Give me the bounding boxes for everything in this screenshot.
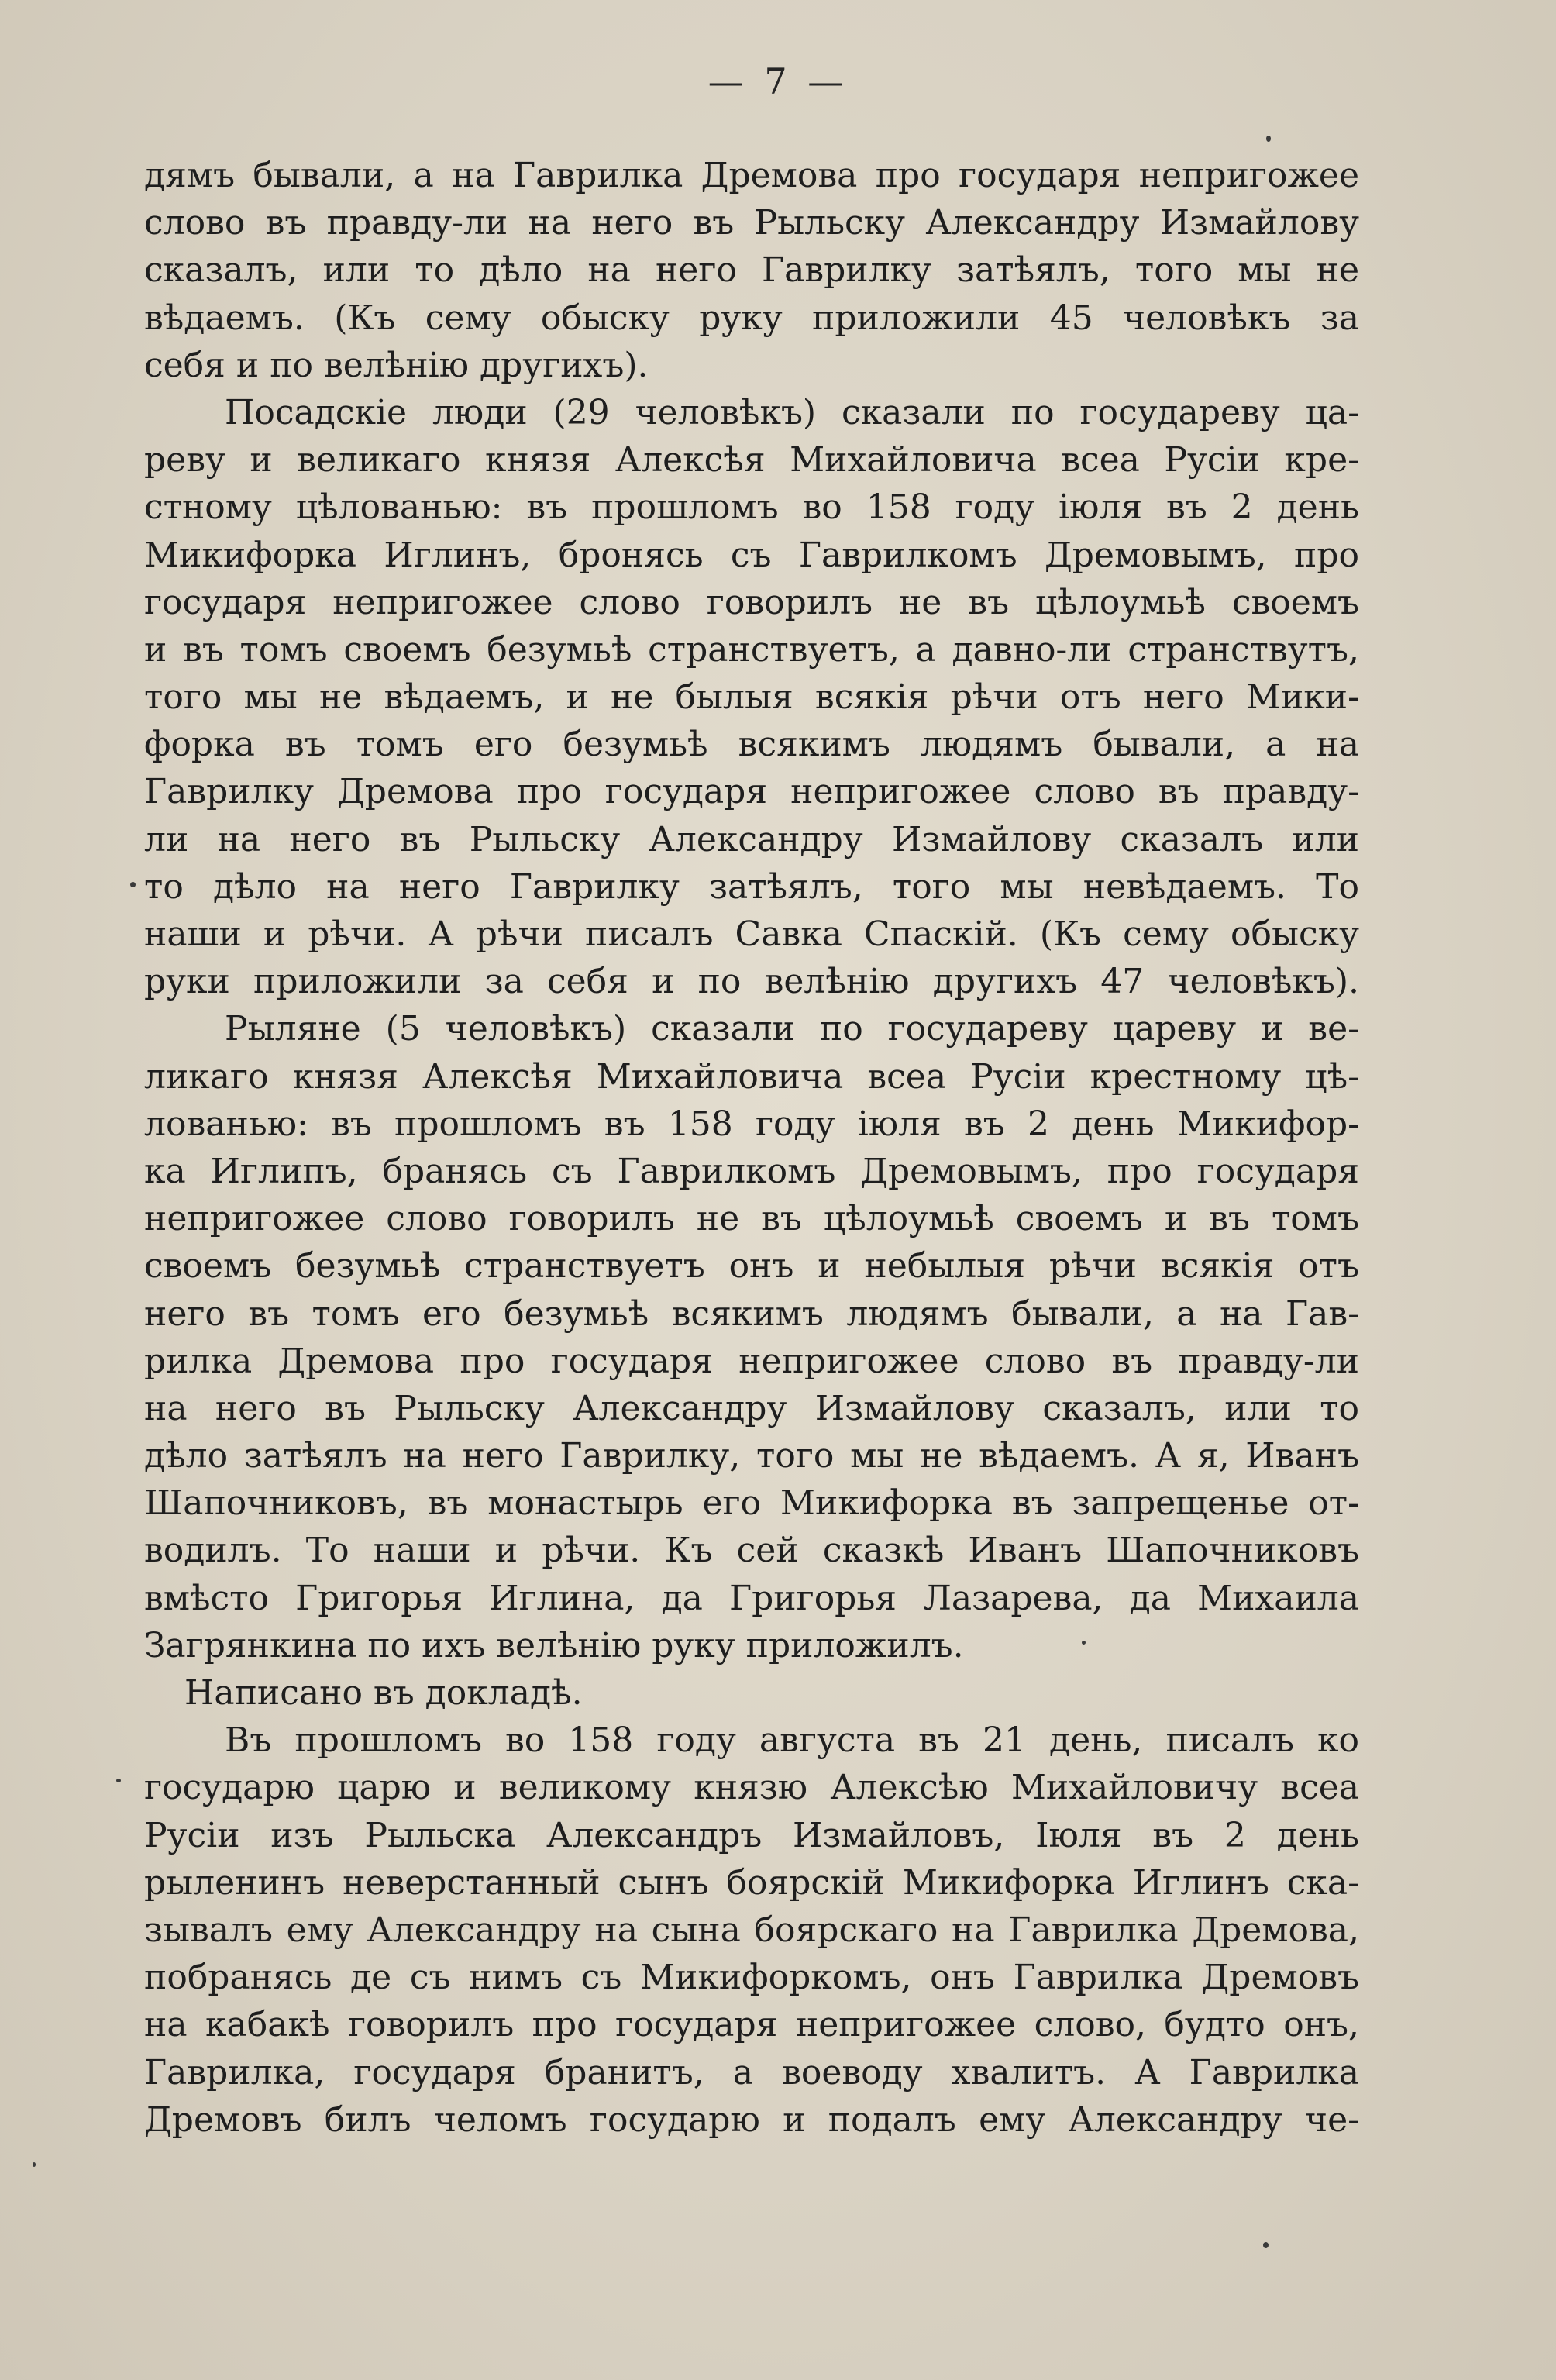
text-line: Рыляне (5 человѣкъ) сказали по государеву цареву и ве- <box>225 1009 1359 1049</box>
text-line: вмѣсто Григорья Иглина, да Григорья Лазарева, да Михаила <box>144 1578 1359 1618</box>
text-line: сказалъ, или то дѣло на него Гаврилку затѣялъ, того мы не <box>144 250 1359 291</box>
text-line: форка въ томъ его безумьѣ всякимъ людямъ бывали, а на <box>144 725 1359 765</box>
text-line: дямъ бывали, а на Гаврилка Дремова про государя непригожее <box>144 156 1359 195</box>
ink-speck <box>116 1779 121 1782</box>
ink-speck <box>1266 136 1271 142</box>
text-line: ликаго князя Алексѣя Михайловича всеа Русіи крестному цѣ- <box>144 1056 1359 1097</box>
ink-speck <box>1263 2242 1269 2248</box>
text-line: на кабакѣ говорилъ про государя непригожее слово, будто онъ, <box>144 2005 1359 2045</box>
text-line: своемъ безумьѣ странствуетъ онъ и небылыя рѣчи всякія отъ <box>144 1246 1359 1286</box>
text-line: Посадскіе люди (29 человѣкъ) сказали по государеву ца- <box>225 392 1359 432</box>
text-line: реву и великаго князя Алексѣя Михайловича всеа Русіи кре- <box>144 440 1359 480</box>
text-line: Загрянкина по ихъ велѣнію руку приложилъ. <box>144 1625 964 1665</box>
text-line: и въ томъ своемъ безумьѣ странствуетъ, а давно-ли странствутъ, <box>144 629 1359 670</box>
text-line: Гаврилка, государя бранитъ, а воеводу хвалитъ. А Гаврилка <box>144 2052 1359 2092</box>
ink-speck <box>130 882 136 887</box>
text-line: дѣло затѣялъ на него Гаврилку, того мы не вѣдаемъ. А я, Иванъ <box>144 1436 1359 1476</box>
text-line: Дремовъ билъ челомъ государю и подалъ ему Александру че- <box>144 2099 1359 2140</box>
text-line: рыленинъ неверстанный сынъ боярскій Микифорка Иглинъ ска- <box>144 1862 1359 1903</box>
ink-speck <box>1082 1641 1086 1645</box>
text-line: ли на него въ Рыльску Александру Измайлову сказалъ или <box>144 819 1359 859</box>
text-line: стному цѣлованью: въ прошломъ во 158 году іюля въ 2 день <box>144 487 1359 528</box>
text-line: зывалъ ему Александру на сына боярскаго на Гаврилка Дремова, <box>144 1910 1359 1950</box>
text-line: ка Иглипъ, бранясь съ Гаврилкомъ Дремовымъ, про государя <box>144 1151 1359 1191</box>
text-line: него въ томъ его безумьѣ всякимъ людямъ бывали, а на Гав- <box>144 1293 1359 1334</box>
text-line: то дѣло на него Гаврилку затѣялъ, того мы невѣдаемъ. То <box>144 866 1359 907</box>
text-line: водилъ. То наши и рѣчи. Къ сей сказкѣ Иванъ Шапочниковъ <box>144 1531 1359 1571</box>
text-line: себя и по велѣнію другихъ). <box>144 345 649 385</box>
text-line: Гаврилку Дремова про государя непригожее слово въ правду- <box>144 772 1359 812</box>
text-line: слово въ правду-ли на него въ Рыльску Александру Измайлову <box>144 203 1359 243</box>
text-line: Русіи изъ Рыльска Александръ Измайловъ, Іюля въ 2 день <box>144 1815 1359 1855</box>
text-line: руки приложили за себя и по велѣнію другихъ 47 человѣкъ). <box>144 962 1359 1002</box>
page-number: — 7 — <box>707 60 849 102</box>
text-line: побранясь де съ нимъ съ Микифоркомъ, онъ Гаврилка Дремовъ <box>144 1958 1359 1998</box>
text-line: наши и рѣчи. А рѣчи писалъ Савка Спаскій. (Къ сему обыску <box>144 914 1359 954</box>
text-line: рилка Дремова про государя непригожее слово въ правду-ли <box>144 1341 1359 1381</box>
text-line: Микифорка Иглинъ, бронясь съ Гаврилкомъ Дремовымъ, про <box>144 535 1359 575</box>
text-line: на него въ Рыльску Александру Измайлову сказалъ, или то <box>144 1388 1359 1428</box>
text-line: вѣдаемъ. (Къ сему обыску руку приложили 45 человѣкъ за <box>144 298 1359 338</box>
text-line: непригожее слово говорилъ не въ цѣлоумьѣ своемъ и въ томъ <box>144 1199 1359 1239</box>
text-line: того мы не вѣдаемъ, и не былыя всякія рѣчи отъ него Мики- <box>144 677 1359 718</box>
text-line: государя непригожее слово говорилъ не въ цѣлоумьѣ своемъ <box>144 582 1359 622</box>
ink-speck <box>33 2162 36 2167</box>
text-line: Въ прошломъ во 158 году августа въ 21 день, писалъ ко <box>225 1720 1359 1761</box>
text-line: Шапочниковъ, въ монастырь его Микифорка въ запрещенье от- <box>144 1483 1359 1524</box>
text-line: государю царю и великому князю Алексѣю Михайловичу всеа <box>144 1768 1359 1808</box>
text-line: Написано въ докладѣ. <box>184 1673 583 1713</box>
body-text <box>144 152 1359 2144</box>
text-line: лованью: въ прошломъ въ 158 году іюля въ 2 день Микифор- <box>144 1104 1359 1144</box>
